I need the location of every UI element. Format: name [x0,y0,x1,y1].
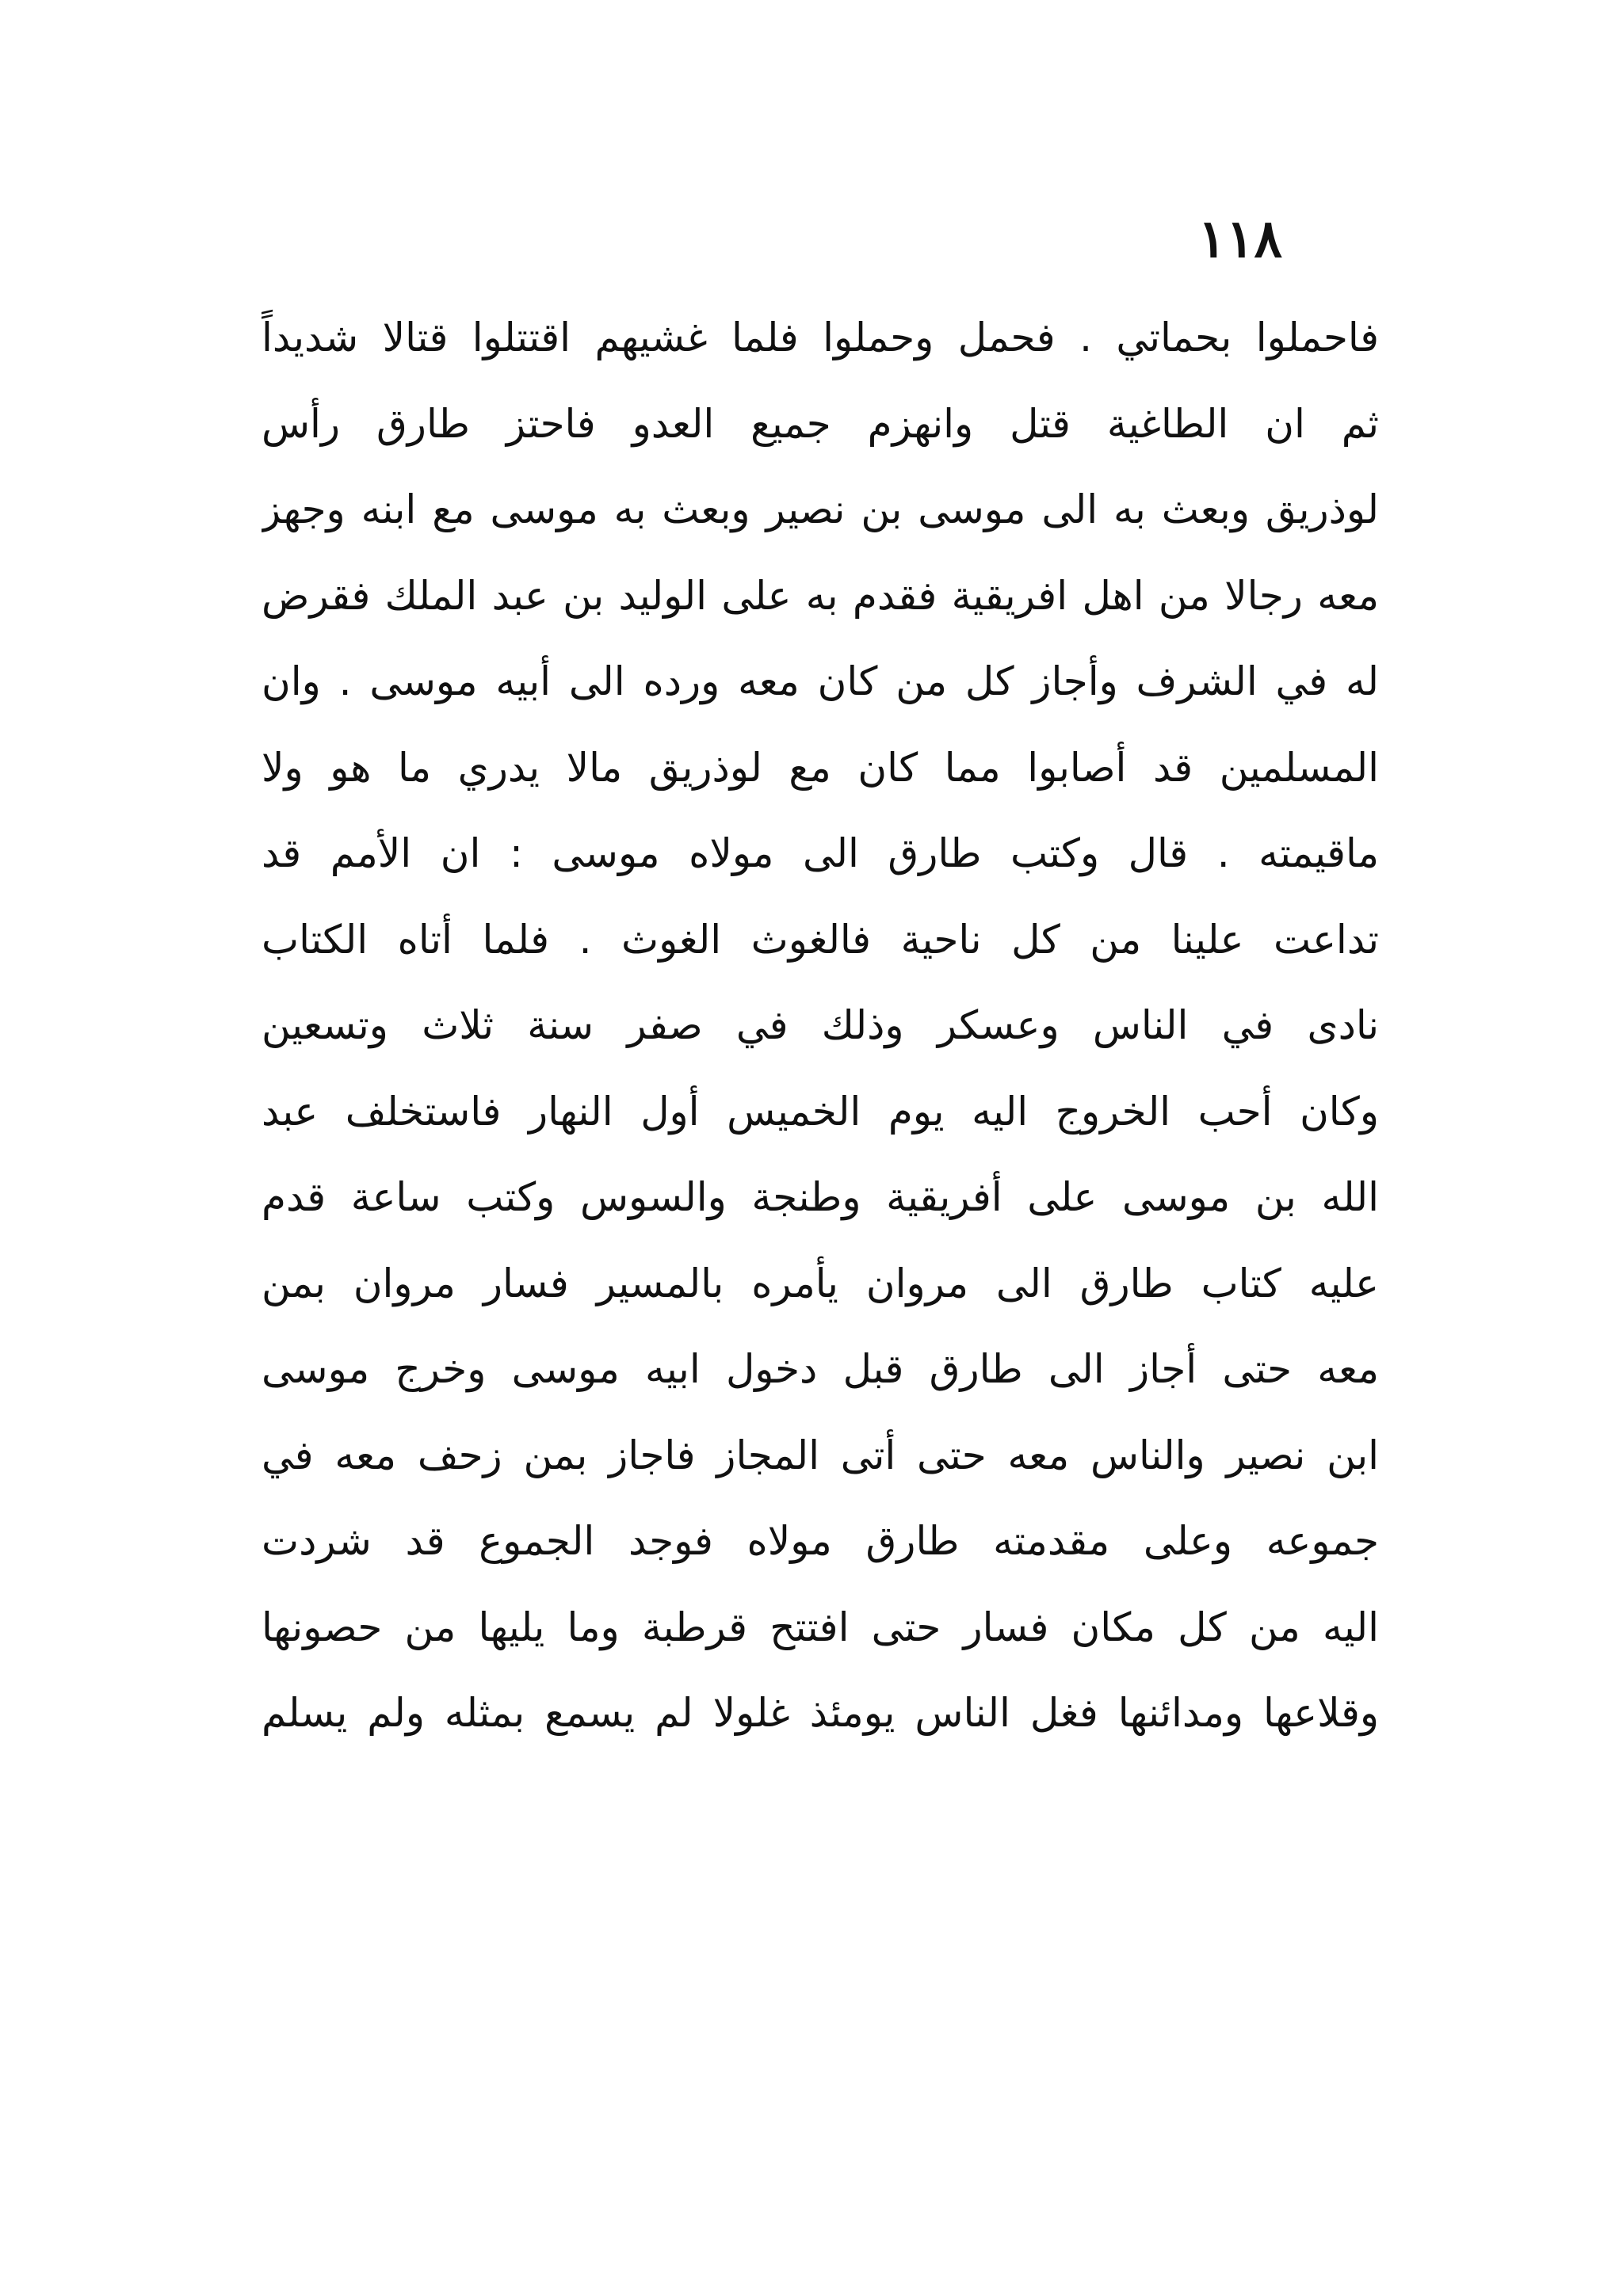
text-line: نادى في الناس وعسكر وذلك في صفر سنة ثلاث وتسعين [262,1002,1379,1048]
text-line: وقلاعها ومدائنها فغل الناس يومئذ غلولا لم يسمع بمثله ولم يسلم [262,1690,1379,1736]
text-line: معه رجالا من اهل افريقية فقدم به على الوليد بن عبد الملك فقرض [262,572,1379,619]
text-line: ثم ان الطاغية قتل وانهزم جميع العدو فاحتز طارق رأس [262,400,1379,447]
text-line: ابن نصير والناس معه حتى أتى المجاز فاجاز بمن زحف معه في [262,1432,1379,1478]
text-line: فاحملوا بحماتي . فحمل وحملوا فلما غشيهم اقتتلوا قتالا شديداً [262,315,1379,360]
text-line: الله بن موسى على أفريقية وطنجة والسوس وكتب ساعة قدم [262,1174,1379,1220]
text-line: تداعت علينا من كل ناحية فالغوث الغوث . فلما أتاه الكتاب [262,916,1379,963]
text-line: اليه من كل مكان فسار حتى افتتح قرطبة وما يليها من حصونها [262,1604,1379,1650]
page-number: ١١٨ [1197,208,1282,269]
text-line: ماقيمته . قال وكتب طارق الى مولاه موسى : ان الأمم قد [262,830,1379,876]
text-line: له في الشرف وأجاز كل من كان معه ورده الى أبيه موسى . وان [262,658,1379,704]
text-line: عليه كتاب طارق الى مروان يأمره بالمسير فسار مروان بمن [262,1260,1379,1306]
text-line: معه حتى أجاز الى طارق قبل دخول ابيه موسى وخرج موسى [262,1346,1379,1392]
body-text [262,295,1379,1756]
text-line: لوذريق وبعث به الى موسى بن نصير وبعث به موسى مع ابنه وجهز [262,486,1379,532]
text-line: المسلمين قد أصابوا مما كان مع لوذريق مالا يدري ما هو ولا [262,744,1379,791]
text-line: جموعه وعلى مقدمته طارق مولاه فوجد الجموع قد شردت [262,1518,1379,1564]
text-line: وكان أحب الخروج اليه يوم الخميس أول النهار فاستخلف عبد [262,1088,1379,1135]
